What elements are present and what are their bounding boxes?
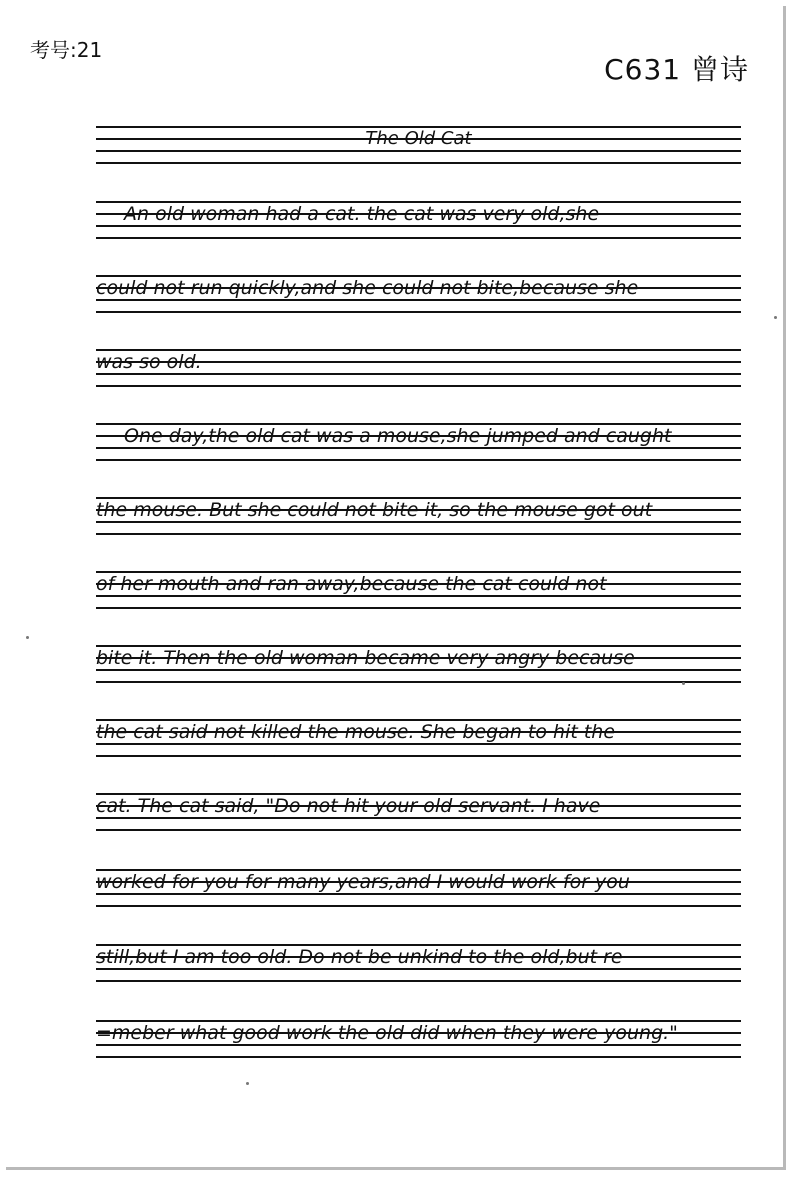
writing-line — [96, 719, 741, 757]
writing-line — [96, 275, 741, 313]
writing-line — [96, 793, 741, 831]
paper-speck — [246, 1082, 249, 1085]
writing-line — [96, 349, 741, 387]
essay-line-7: bite it. Then the old woman became very angry because — [96, 647, 635, 669]
essay-line-9: cat. The cat said, "Do not hit your old servant. I have — [96, 795, 601, 817]
writing-line — [96, 1020, 741, 1058]
essay-line-10: worked for you for many years,and I would work for you — [96, 871, 630, 893]
class-and-name: C631 曾诗 — [604, 53, 749, 86]
writing-line — [96, 423, 741, 461]
essay-line-8: the cat said not killed the mouse. She began to hit the — [96, 721, 616, 743]
writing-line — [96, 571, 741, 609]
writing-line — [96, 645, 741, 683]
essay-line-11: still,but I am too old. Do not be unkind to the old,but re — [96, 946, 623, 968]
essay-line-2: could not run quickly,and she could not bite,because she — [96, 277, 639, 299]
paper-speck — [682, 682, 685, 685]
paper-speck — [774, 316, 777, 319]
writing-line — [96, 944, 741, 982]
essay-title: The Old Cat — [365, 128, 472, 149]
handwriting-sheet — [6, 6, 786, 1170]
essay-line-12: =meber what good work the old did when they were young." — [96, 1022, 678, 1044]
title-line — [96, 126, 741, 164]
essay-line-5: the mouse. But she could not bite it, so the mouse got out — [96, 499, 653, 521]
paper-speck — [26, 636, 29, 639]
writing-line — [96, 869, 741, 907]
exam-number: 考号:21 — [30, 38, 103, 62]
essay-line-1: An old woman had a cat. the cat was very old,she — [124, 203, 600, 225]
essay-line-4: One day,the old cat was a mouse,she jumped and caught — [124, 425, 672, 447]
essay-line-6: of her mouth and ran away,because the cat could not — [96, 573, 607, 595]
essay-line-3: was so old. — [96, 351, 202, 373]
writing-line — [96, 497, 741, 535]
writing-line — [96, 201, 741, 239]
